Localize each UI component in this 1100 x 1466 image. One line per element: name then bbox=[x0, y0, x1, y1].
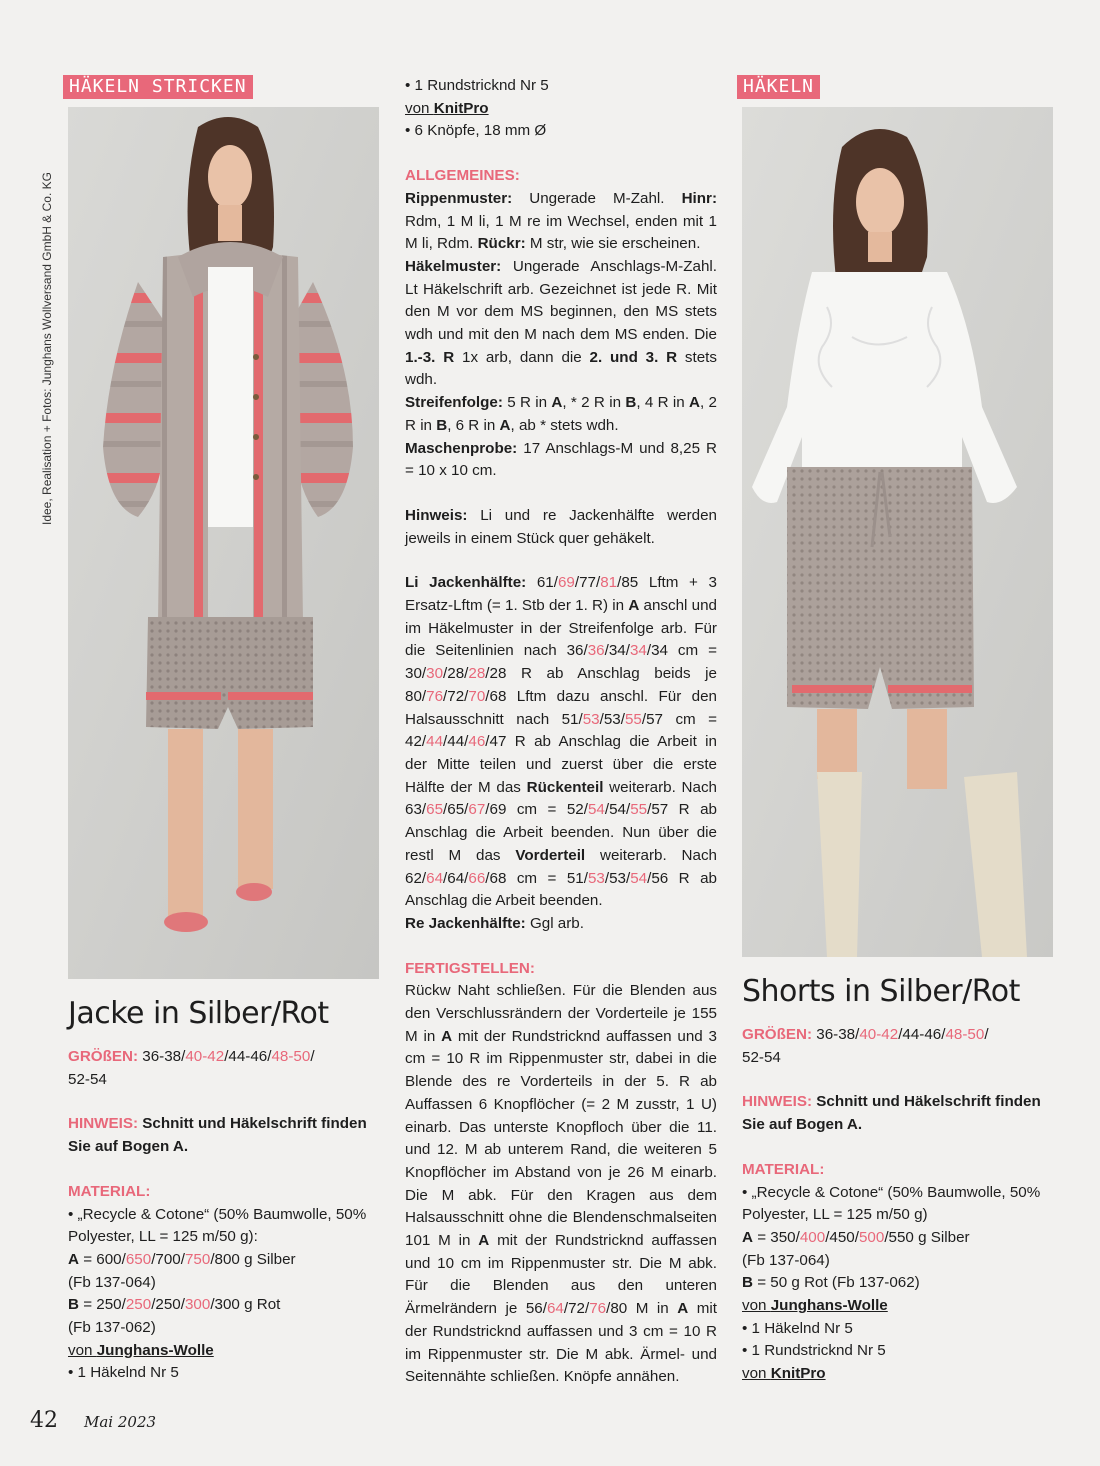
sizes-label: GRÖßEN: bbox=[742, 1026, 813, 1043]
shorts-photo bbox=[742, 107, 1053, 957]
tool-item: • 1 Rundstricknd Nr 5 bbox=[742, 1342, 886, 1360]
tool-item: • 1 Häkelnd Nr 5 bbox=[742, 1319, 853, 1337]
sizes-label: GRÖßEN: bbox=[68, 1048, 139, 1065]
jacket-details: GRÖßEN: 36-38/40-42/44-46/48-50/ 52-54 HINWEIS: Schnitt und Häkelschrift finden Sie auf Bogen A. MATERIAL: • „Recycle & Cotone“ (50% Baumwolle, 50% Polyester, LL = 125 m/50 g): A = 600/650/700/750/800 g Silber (Fb 137-064) B = 250/250/250/300/300 g Rot (Fb 137-062) von Junghans-Wolle • 1 Häkelnd Nr 5 bbox=[68, 1046, 380, 1385]
left-half-instructions: Li Jackenhälfte: 61/69/77/81/85 Lftm + 3 Ersatz-Lftm (= 1. Stb der 1. R) in A anschl und im Häkelmuster in der Streifenfolge arb. Für die Seitenlinien nach 36/36/34/34/34 cm = 30/30/28/28/28 R ab Anschlag beids je 80/76/72/70/68 Lftm dazu anschl. Für den Halsausschnitt nach 51/53/53/55/57 cm = 42/44/44/46/47 R ab Anschlag die Arbeit in der Mitte teilen und zuerst über die erste Hälfte der M das Rückenteil weiterarb. Nach 63/65/65/67/69 cm = 52/54/54/55/57 R ab Anschlag die Arbeit beenden. Nun über die restl M das Vorderteil weiterarb. Nach 62/64/64/66/68 cm = 51/53/53/54/56 R ab Anschlag die Arbeit beenden. bbox=[405, 574, 718, 910]
shorts-details: GRÖßEN: 36-38/40-42/44-46/48-50/ 52-54 HINWEIS: Schnitt und Häkelschrift finden Sie auf Bogen A. MATERIAL: • „Recycle & Cotone“ (50% Baumwolle, 50% Polyester, LL = 125 m/50 g) A = 350/400/450/500/550 g Silber (Fb 137-064) B = 50 g Rot (Fb 137-062) von Junghans-Wolle • 1 Häkelnd Nr 5 • 1 Rundstricknd Nr 5 von KnitPro bbox=[742, 1024, 1054, 1386]
material-label: MATERIAL: bbox=[742, 1160, 825, 1178]
crochet-pattern: Häkelmuster: Ungerade Anschlags-M-Zahl. Lt Häkelschrift arb. Gezeichnet ist jede R. Mit den M vor dem MS beginnen, den MS stets wdh und mit den M nach dem MS enden. Die 1.-3. R 1x arb, dann die 2. und 3. R stets wdh. bbox=[405, 257, 717, 389]
tool-item: • 1 Häkelnd Nr 5 bbox=[68, 1364, 179, 1382]
brand-link: Junghans-Wolle bbox=[96, 1341, 214, 1359]
instructions-column: • 1 Rundstricknd Nr 5 von KnitPro • 6 Knöpfe, 18 mm Ø ALLGEMEINES: Rippenmuster: Ungerade M-Zahl. Hinr: Rdm, 1 M li, 1 M re im Wechsel, enden mit 1 M li, Rdm. Rückr: M str, wie sie erscheinen. Häkelmuster: Ungerade Anschlags-M-Zahl. Lt Häkelschrift arb. Gezeichnet ist jede R. Mit den M vor dem MS beginnen, den MS stets wdh und mit den M nach dem MS enden. Die 1.-3. R 1x arb, dann die 2. und 3. R stets wdh. Streifenfolge: 5 R in A, * 2 R in B, 4 R in A, 2 R in B, 6 R in A, ab * stets wdh. Maschenprobe: 17 Anschlags-M und 8,25 R = 10 x 10 cm. Hinweis: Li und re Jackenhälfte werden jeweils in einem Stück quer gehäkelt. Li Jackenhälfte: 61/69/77/81/85 Lftm + 3 Ersatz-Lftm (= 1. Stb der 1. R) in A anschl und im Häkelmuster in der Streifenfolge arb. Für die Seitenlinien nach 36/36/34/34/34 cm = 30/30/28/28/28 R ab Anschlag beids je 80/76/72/70/68 Lftm dazu anschl. Für den Halsausschnitt nach 51/53/53/55/57 cm = 42/44/44/46/47 R ab Anschlag die Arbeit in der Mitte teilen und zuerst über die erste Hälfte der M das Rückenteil weiterarb. Nach 63/65/65/67/69 cm = 52/54/54/55/57 R ab Anschlag die Arbeit beenden. Nun über die restl M das Vorderteil weiterarb. Nach 62/64/64/66/68 cm = 51/53/53/54/56 R ab Anschlag die Arbeit beenden. Re Jackenhälfte: Ggl arb. FERTIGSTELLEN: Rückw Naht schließen. Für die Blenden aus den Verschlussrändern der Vorderteile je 155 M in A mit der Rundstricknd auffassen und 3 cm = 10 R im Rippenmuster str, dabei in die Blende des re Vorderteils in der 5. R ab Auffassen 6 Knopflöcher (= 2 M zusstr, 1 U) einarb. Das unterste Knopfloch über die 11. und 12. M ab unterem Rand, die weiteren 5 Knopflöcher im Abstand von je 26 M einarb. Die M abk. Für den Kragen aus dem Halsausschnitt ohne die Blendenschmalseiten 101 M in A mit der Rundstricknd auffassen und 10 cm im Rippenmuster str. Die M abk. Für die Blenden aus den unteren Ärmelrändern je 56/64/72/76/80 M in A mit der Rundstricknd auffassen und 3 cm = 10 R im Rippenmuster str. Die M abk. Ärmel- und Seitennähte schließen. Knöpfe annähen. bbox=[405, 75, 717, 1389]
jacket-photo-illustration bbox=[68, 107, 379, 979]
brand-link: KnitPro bbox=[770, 1365, 826, 1383]
finish-label: FERTIGSTELLEN: bbox=[405, 959, 535, 977]
hint-text: Li und re Jackenhälfte werden jeweils in einem Stück quer gehäkelt. bbox=[405, 506, 717, 547]
category-tag-left: HÄKELN STRICKEN bbox=[63, 75, 253, 99]
material-yarn: • „Recycle & Cotone“ (50% Baumwolle, 50% Polyester, LL = 125 m/50 g) bbox=[742, 1183, 1041, 1224]
tool-item: • 1 Rundstricknd Nr 5 bbox=[405, 77, 549, 94]
hint-text: Schnitt und Häkelschrift finden Sie auf Bogen A. bbox=[68, 1115, 367, 1156]
page-number: 42 bbox=[30, 1408, 58, 1433]
gauge: Maschenprobe: 17 Anschlags-M und 8,25 R = 10 x 10 cm. bbox=[405, 439, 717, 480]
shorts-title: Shorts in Silber/Rot bbox=[742, 974, 1020, 1009]
material-label: MATERIAL: bbox=[68, 1182, 151, 1200]
finish-instructions: Rückw Naht schließen. Für die Blenden aus den Verschlussrändern der Vorderteile je 155 M in A mit der Rundstricknd auffassen und 3 cm = 10 R im Rippenmuster str, dabei in die Blende des re Vorderteils in der 5. R ab Auffassen 6 Knopflöcher (= 2 M zusstr, 1 U) einarb. Das unterste Knopfloch über die 11. und 12. M ab unterem Rand, die weiteren 5 Knopflöcher im Abstand von je 26 M einarb. Die M abk. Für den Kragen aus dem Halsausschnitt ohne die Blendenschmalseiten 101 M in A mit der Rundstricknd auffassen und 10 cm im Rippenmuster str. Die M abk. Für die Blenden aus den unteren Ärmelrändern je 56/64/72/76/80 M in A mit der Rundstricknd auffassen und 3 cm = 10 R im Rippenmuster str. Die M abk. Ärmel- und Seitennähte schließen. Knöpfe annähen. bbox=[405, 982, 717, 1386]
brand-link: Junghans-Wolle bbox=[770, 1297, 888, 1315]
hint-label: HINWEIS: bbox=[68, 1115, 139, 1133]
shorts-photo-illustration bbox=[742, 107, 1053, 957]
material-yarn: • „Recycle & Cotone“ (50% Baumwolle, 50% Polyester, LL = 125 m/50 g): bbox=[68, 1205, 367, 1246]
hint-text: Schnitt und Häkelschrift finden Sie auf Bogen A. bbox=[742, 1093, 1041, 1134]
brand-link: KnitPro bbox=[433, 99, 489, 117]
hint-label: HINWEIS: bbox=[742, 1093, 813, 1111]
stripe-sequence: Streifenfolge: 5 R in A, * 2 R in B, 4 R in A, 2 R in B, 6 R in A, ab * stets wdh. bbox=[405, 394, 717, 434]
photo-credit: Idee, Realisation + Fotos: Junghans Wollversand GmbH & Co. KG bbox=[40, 172, 54, 525]
category-tag-right: HÄKELN bbox=[737, 75, 820, 99]
rib-pattern: Rippenmuster: Ungerade M-Zahl. Hinr: Rdm, 1 M li, 1 M re im Wechsel, enden mit 1 M li, Rdm. Rückr: M str, wie sie erscheinen. bbox=[405, 189, 717, 253]
issue-date: Mai 2023 bbox=[84, 1413, 157, 1431]
jacket-photo bbox=[68, 107, 379, 979]
tool-item: • 6 Knöpfe, 18 mm Ø bbox=[405, 122, 547, 140]
jacket-title: Jacke in Silber/Rot bbox=[68, 996, 329, 1031]
general-label: ALLGEMEINES: bbox=[405, 167, 520, 185]
